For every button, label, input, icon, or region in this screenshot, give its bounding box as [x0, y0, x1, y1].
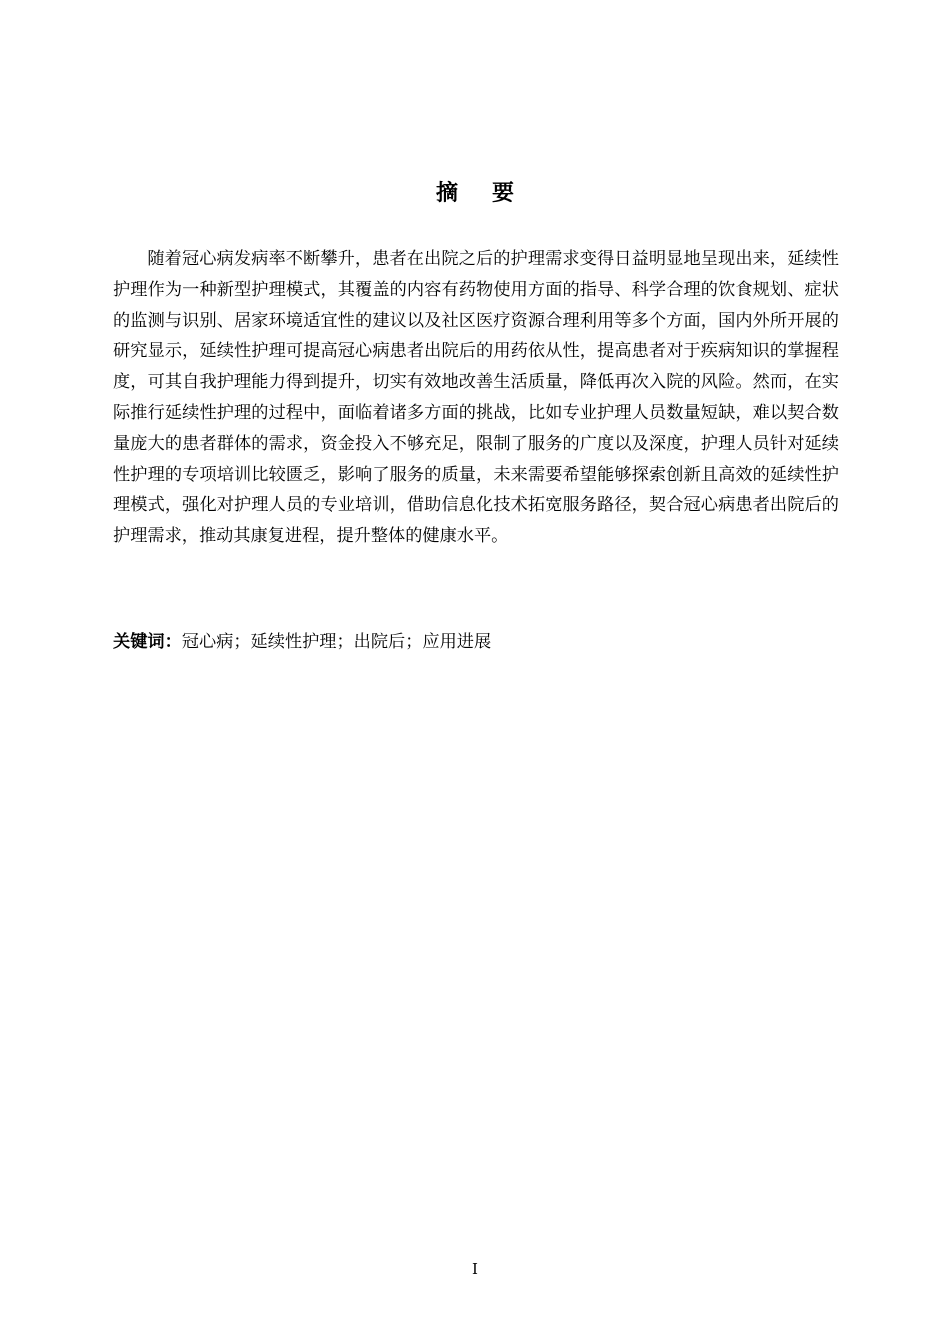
keywords-label: 关键词：	[113, 632, 182, 652]
abstract-body: 随着冠心病发病率不断攀升，患者在出院之后的护理需求变得日益明显地呈现出来，延续性护理作为一种新型护理模式，其覆盖的内容有药物使用方面的指导、科学合理的饮食规划、症状的监测与识别、居家环境适宜性的建议以及社区医疗资源合理利用等多个方面，国内外所开展的研究显示，延续性护理可提高冠心病患者出院后的用药依从性，提高患者对于疾病知识的掌握程度，可其自我护理能力得到提升，切实有效地改善生活质量，降低再次入院的风险。然而，在实际推行延续性护理的过程中，面临着诸多方面的挑战，比如专业护理人员数量短缺，难以契合数量庞大的患者群体的需求，资金投入不够充足，限制了服务的广度以及深度，护理人员针对延续性护理的专项培训比较匮乏，影响了服务的质量，未来需要希望能够探索创新且高效的延续性护理模式，强化对护理人员的专业培训，借助信息化技术拓宽服务路径，契合冠心病患者出院后的护理需求，推动其康复进程，提升整体的健康水平。	[113, 249, 839, 547]
keywords-value: 冠心病；延续性护理；出院后；应用进展	[181, 632, 492, 652]
keywords-line	[113, 628, 839, 656]
abstract-title: 摘要	[435, 181, 548, 206]
page-number: I	[472, 1260, 478, 1278]
